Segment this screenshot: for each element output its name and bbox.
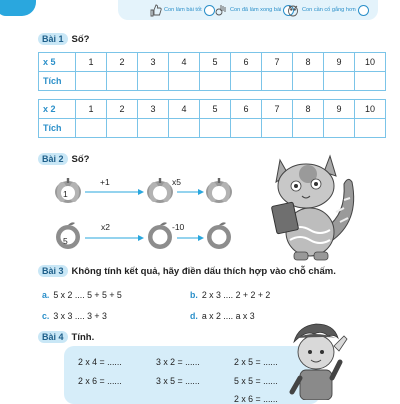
table-row-label-product: Tích <box>39 72 76 91</box>
apple-answer[interactable] <box>207 222 231 249</box>
answer-cell[interactable] <box>169 72 200 91</box>
operation-label: -10 <box>172 222 185 232</box>
table-header-multiplier: x 2 <box>39 100 76 119</box>
answer-cell[interactable] <box>355 119 386 138</box>
operation-label: x2 <box>101 222 110 232</box>
answer-cell[interactable] <box>138 72 169 91</box>
answer-cell[interactable] <box>107 72 138 91</box>
answer-cell[interactable] <box>231 72 262 91</box>
pumpkin-answer[interactable] <box>147 178 173 203</box>
table-header-multiplier: x 5 <box>39 53 76 72</box>
exercise-2-heading: Bài 2 Số? <box>38 153 89 165</box>
operation-label: +1 <box>100 177 110 187</box>
answer-cell[interactable] <box>355 72 386 91</box>
answer-cell[interactable] <box>324 72 355 91</box>
answer-cell[interactable] <box>231 119 262 138</box>
comparison-item-a[interactable]: a. 5 x 2 .... 5 + 5 + 5 <box>42 290 122 300</box>
apple-answer[interactable] <box>148 222 172 249</box>
thumbs-up-icon <box>148 3 162 17</box>
calculation-item[interactable]: 2 x 4 = ...... <box>78 357 122 367</box>
number-chain-diagram <box>40 168 270 258</box>
answer-cell[interactable] <box>293 119 324 138</box>
calculation-item[interactable]: 2 x 6 = ...... <box>78 376 122 386</box>
answer-cell[interactable] <box>138 119 169 138</box>
calculation-item[interactable]: 3 x 5 = ...... <box>156 376 200 386</box>
logo-badge <box>0 0 36 16</box>
comparison-item-c[interactable]: c. 3 x 3 .... 3 + 3 <box>42 311 107 321</box>
calculation-item[interactable]: 2 x 5 = ...... <box>234 357 278 367</box>
answer-cell[interactable] <box>293 72 324 91</box>
answer-cell[interactable] <box>76 72 107 91</box>
calculation-item[interactable]: 2 x 6 = ...... <box>234 394 278 404</box>
table-row-label-product: Tích <box>39 119 76 138</box>
owl-icon <box>286 3 300 17</box>
pumpkin-answer[interactable] <box>206 178 232 203</box>
evaluation-good: Con làm bài tốt <box>148 3 215 17</box>
comparison-item-b[interactable]: b. 2 x 3 .... 2 + 2 + 2 <box>190 290 271 300</box>
evaluation-checkbox-try[interactable] <box>358 5 369 16</box>
exercise-4-heading: Bài 4 Tính. <box>38 331 94 343</box>
evaluation-done: Con đã làm xong bài <box>214 3 294 17</box>
exercise-3-heading: Bài 3 Không tính kết quả, hãy điền dấu thích hợp vào chỗ chấm. <box>38 265 336 277</box>
pumpkin-start <box>55 178 81 203</box>
answer-cell[interactable] <box>169 119 200 138</box>
exercise-1-heading: Bài 1 Số? <box>38 33 89 45</box>
calculation-item[interactable]: 5 x 5 = ...... <box>234 376 278 386</box>
answer-cell[interactable] <box>262 119 293 138</box>
answer-cell[interactable] <box>76 119 107 138</box>
cat-illustration <box>268 152 368 262</box>
ok-hand-icon <box>214 3 228 17</box>
multiplication-table-5: x 5 1 2 3 4 5 6 7 8 9 10 Tích <box>38 52 386 91</box>
answer-cell[interactable] <box>262 72 293 91</box>
answer-cell[interactable] <box>200 72 231 91</box>
apple-start <box>56 222 80 249</box>
chain-start-value: 1 <box>63 189 68 199</box>
operation-label: x5 <box>172 177 181 187</box>
answer-cell[interactable] <box>200 119 231 138</box>
evaluation-checkbox-good[interactable] <box>204 5 215 16</box>
answer-cell[interactable] <box>324 119 355 138</box>
chain-start-value: 5 <box>63 236 68 246</box>
calculation-item[interactable]: 3 x 2 = ...... <box>156 357 200 367</box>
answer-cell[interactable] <box>107 119 138 138</box>
multiplication-table-2: x 2 1 2 3 4 5 6 7 8 9 10 Tích <box>38 99 386 138</box>
evaluation-try: Con cần cố gắng hơn <box>286 3 369 17</box>
calculation-box <box>64 346 320 404</box>
boy-illustration <box>284 322 354 400</box>
comparison-item-d[interactable]: d. a x 2 .... a x 3 <box>190 311 255 321</box>
